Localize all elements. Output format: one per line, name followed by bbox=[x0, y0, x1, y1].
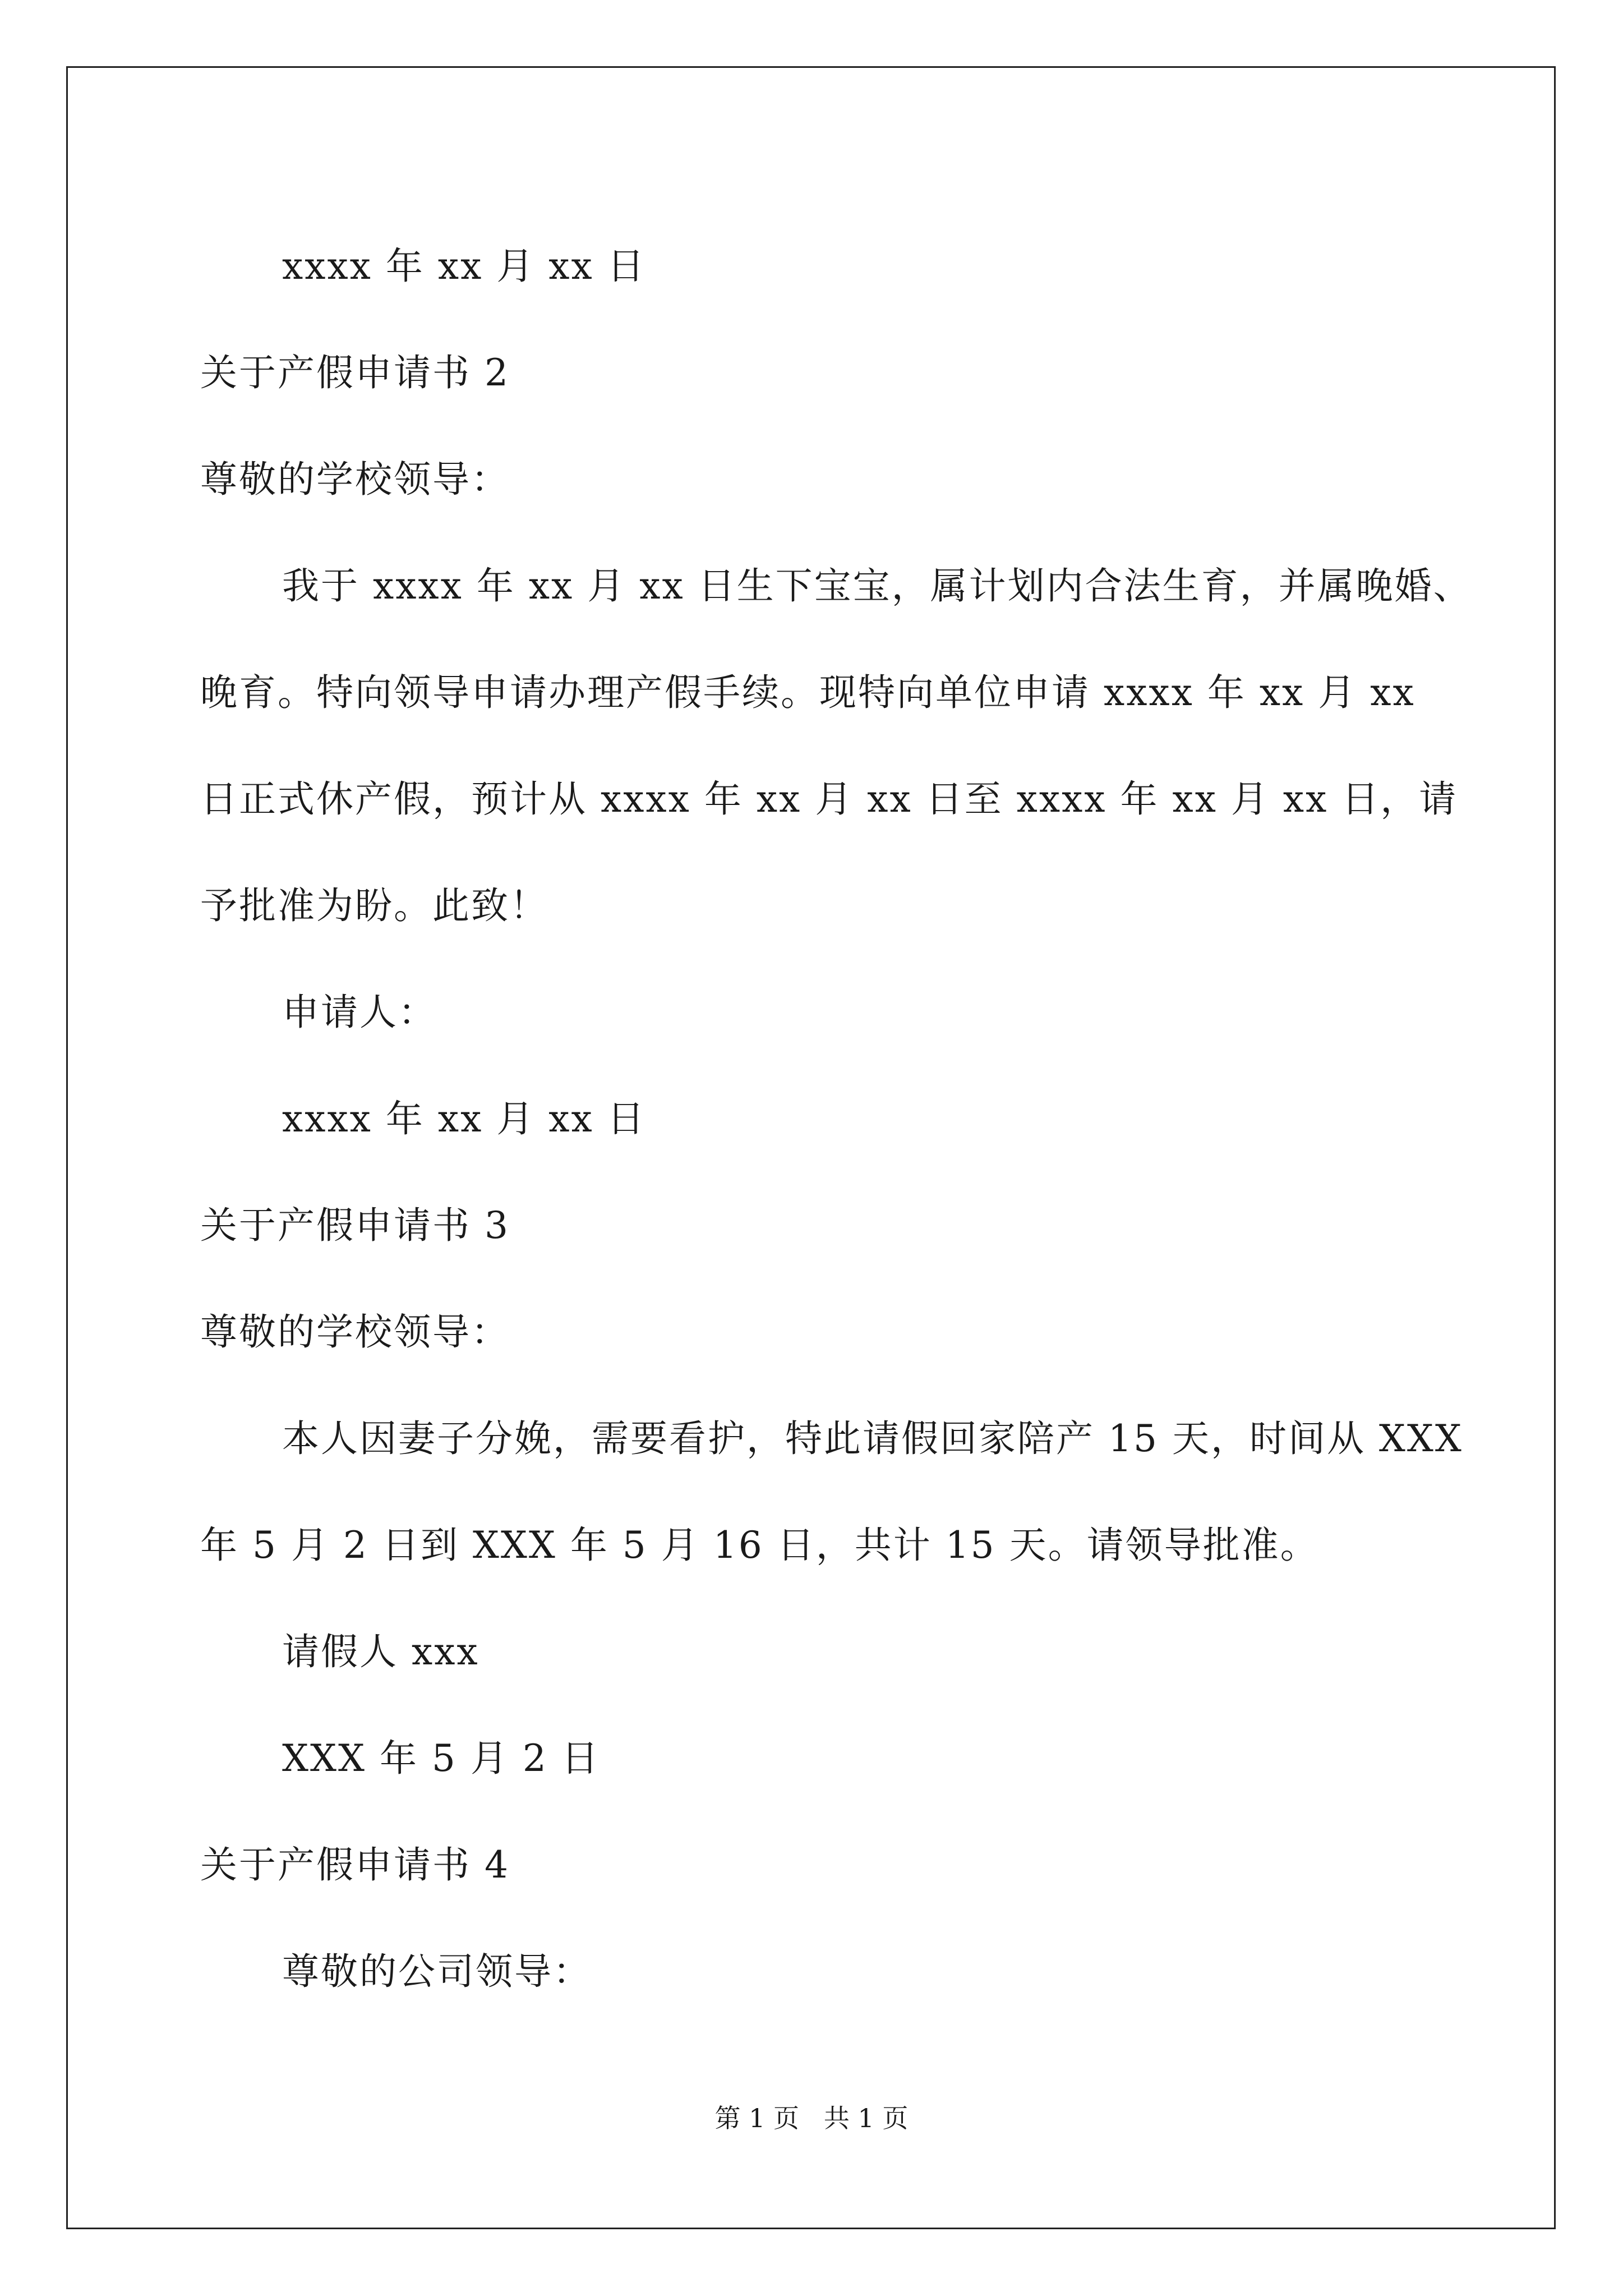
salutation: 尊敬的学校领导： bbox=[200, 458, 510, 501]
page-footer: 第 1 页 共 1 页 bbox=[714, 2103, 909, 2133]
date-line: xxxx 年 xx 月 xx 日 bbox=[282, 1097, 646, 1140]
body-text-line: 本人因妻子分娩，需要看护，特此请假回家陪产 15 天，时间从 XXX bbox=[282, 1417, 1463, 1460]
body-text-line: 晚育。特向领导申请办理产假手续。现特向单位申请 xxxx 年 xx 月 xx bbox=[200, 671, 1415, 714]
section-heading: 关于产假申请书 4 bbox=[200, 1843, 510, 1887]
applicant-line: 请假人 xxx bbox=[282, 1630, 479, 1673]
date-line: XXX 年 5 月 2 日 bbox=[282, 1737, 600, 1780]
document-body bbox=[200, 213, 1472, 2025]
body-text-line: 日正式休产假，预计从 xxxx 年 xx 月 xx 日至 xxxx 年 xx 月 xx 日，请 bbox=[200, 777, 1458, 821]
applicant-line: 申请人： bbox=[282, 991, 437, 1034]
body-text-line: 我于 xxxx 年 xx 月 xx 日生下宝宝，属计划内合法生育，并属晚婚、 bbox=[282, 564, 1472, 608]
body-text-line: 予批准为盼。此致！ bbox=[200, 884, 548, 927]
section-heading: 关于产假申请书 3 bbox=[200, 1204, 510, 1247]
section-heading: 关于产假申请书 2 bbox=[200, 351, 510, 394]
salutation: 尊敬的公司领导： bbox=[282, 1950, 592, 1993]
salutation: 尊敬的学校领导： bbox=[200, 1310, 510, 1354]
body-text-line: 年 5 月 2 日到 XXX 年 5 月 16 日，共计 15 天。请领导批准。 bbox=[200, 1524, 1319, 1567]
date-line: xxxx 年 xx 月 xx 日 bbox=[282, 245, 646, 288]
